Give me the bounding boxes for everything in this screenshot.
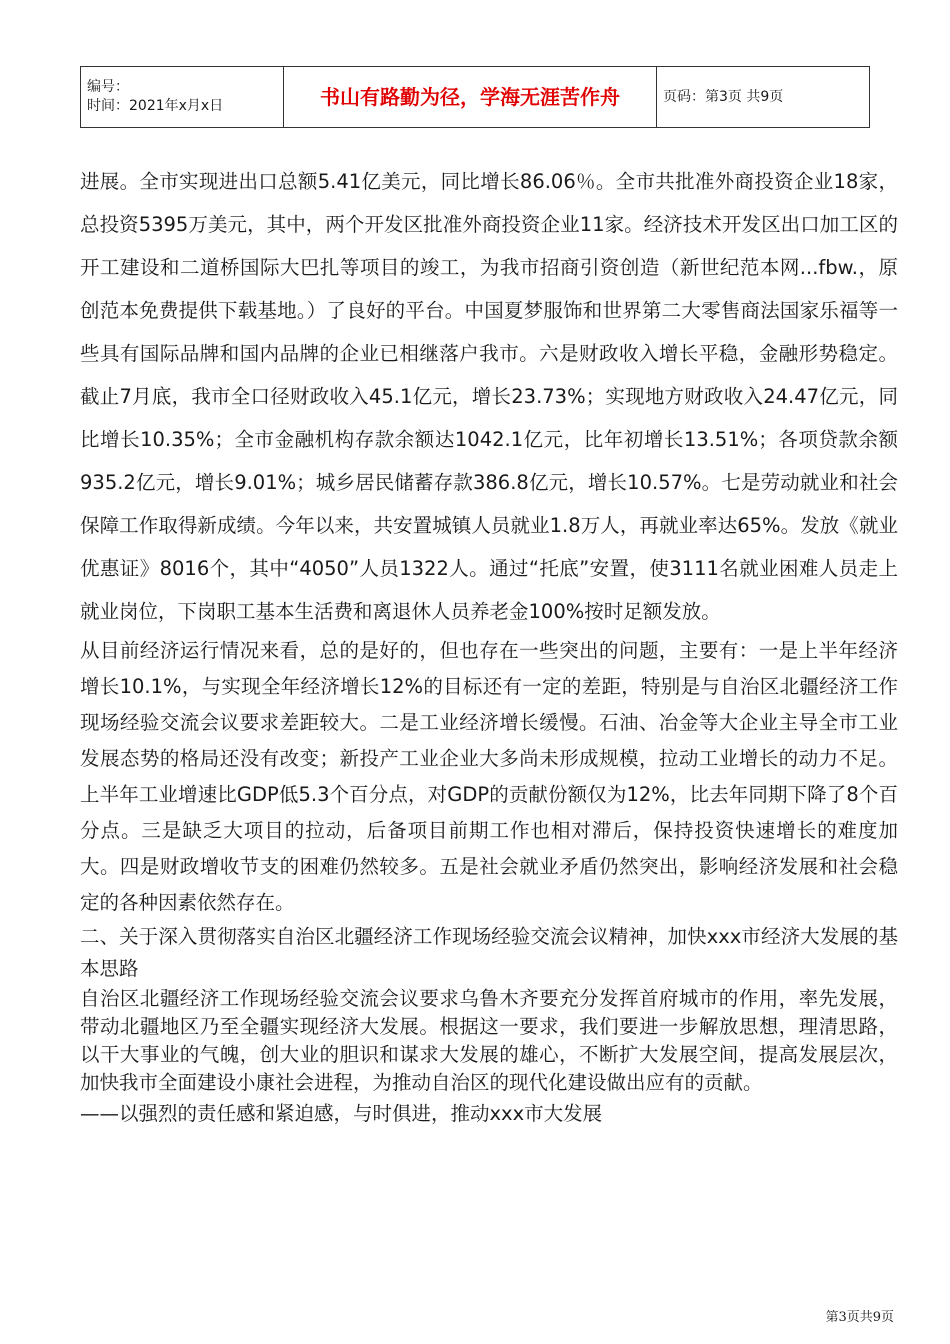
paragraph-economic-progress: 进展。全市实现进出口总额5.41亿美元，同比增长86.06％。全市共批准外商投资企业18家，总投资5395万美元，其中，两个开发区批准外商投资企业11家。经济技术开发区出口加工区的开工建设和二道桥国际大巴扎等项目的竣工，为我市招商引资创造（新世纪范本网...fbw.，原创范本免费提供下载基地。）了良好的平台。中国夏梦服饰和世界第二大零售商法国家乐福等一些具有国际品牌和国内品牌的企业已相继落户我市。六是财政收入增长平稳，金融形势稳定。截止7月底，我市全口径财政收入45.1亿元，增长23.73%；实现地方财政收入24.47亿元，同比增长10.35%；全市金融机构存款余额达1042.1亿元，比年初增长13.51%；各项贷款余额935.2亿元，增长9.01%；城乡居民储蓄存款386.8亿元，增长10.57%。七是劳动就业和社会保障工作取得新成绩。今年以来，共安置城镇人员就业1.8万人，再就业率达65%。发放《就业优惠证》8016个，其中“4050”人员1322人。通过“托底”安置，使3111名就业困难人员走上就业岗位，下岗职工基本生活费和离退休人员养老金100%按时足额发放。 xyxy=(80,170,898,623)
header-page-number: 页码：第3页 共9页 xyxy=(657,67,870,128)
header-motto: 书山有路勤为径，学海无涯苦作舟 xyxy=(284,67,657,128)
date-label: 时间：2021年x月x日 xyxy=(87,98,224,114)
paragraph-meeting-requirements: 自治区北疆经济工作现场经验交流会议要求乌鲁木齐要充分发挥首府城市的作用，率先发展，带动北疆地区乃至全疆实现经济大发展。根据这一要求，我们要进一步解放思想，理清思路，以干大事业的气魄，创大业的胆识和谋求大发展的雄心，不断扩大发展空间，提高发展层次，加快我市全面建设小康社会进程，为推动自治区的现代化建设做出应有的贡献。 xyxy=(80,987,898,1094)
doc-number-label: 编号： xyxy=(87,79,129,95)
header-table xyxy=(80,66,870,128)
paragraph-problems: 从目前经济运行情况来看，总的是好的，但也存在一些突出的问题，主要有：一是上半年经济增长10.1%，与实现全年经济增长12%的目标还有一定的差距，特别是与自治区北疆经济工作现场经验交流会议要求差距较大。二是工业经济增长缓慢。石油、冶金等大企业主导全市工业发展态势的格局还没有改变；新投产工业企业大多尚未形成规模，拉动工业增长的动力不足。上半年工业增速比GDP低5.3个百分点，对GDP的贡献份额仅为12%，比去年同期下降了8个百分点。三是缺乏大项目的拉动，后备项目前期工作也相对滞后，保持投资快速增长的难度加大。四是财政增收节支的困难仍然较多。五是社会就业矛盾仍然突出，影响经济发展和社会稳定的各种因素依然存在。 xyxy=(80,639,898,914)
document-body xyxy=(80,160,898,1131)
footer-page-number: 第3页共9页 xyxy=(825,1310,894,1325)
section-heading-basic-ideas: 二、关于深入贯彻落实自治区北疆经济工作现场经验交流会议精神，加快xxx市经济大发展的基本思路 xyxy=(80,925,898,980)
subheading-responsibility: ——以强烈的责任感和紧迫感，与时俱进，推动xxx市大发展 xyxy=(80,1102,603,1125)
header-meta-cell xyxy=(81,67,284,128)
